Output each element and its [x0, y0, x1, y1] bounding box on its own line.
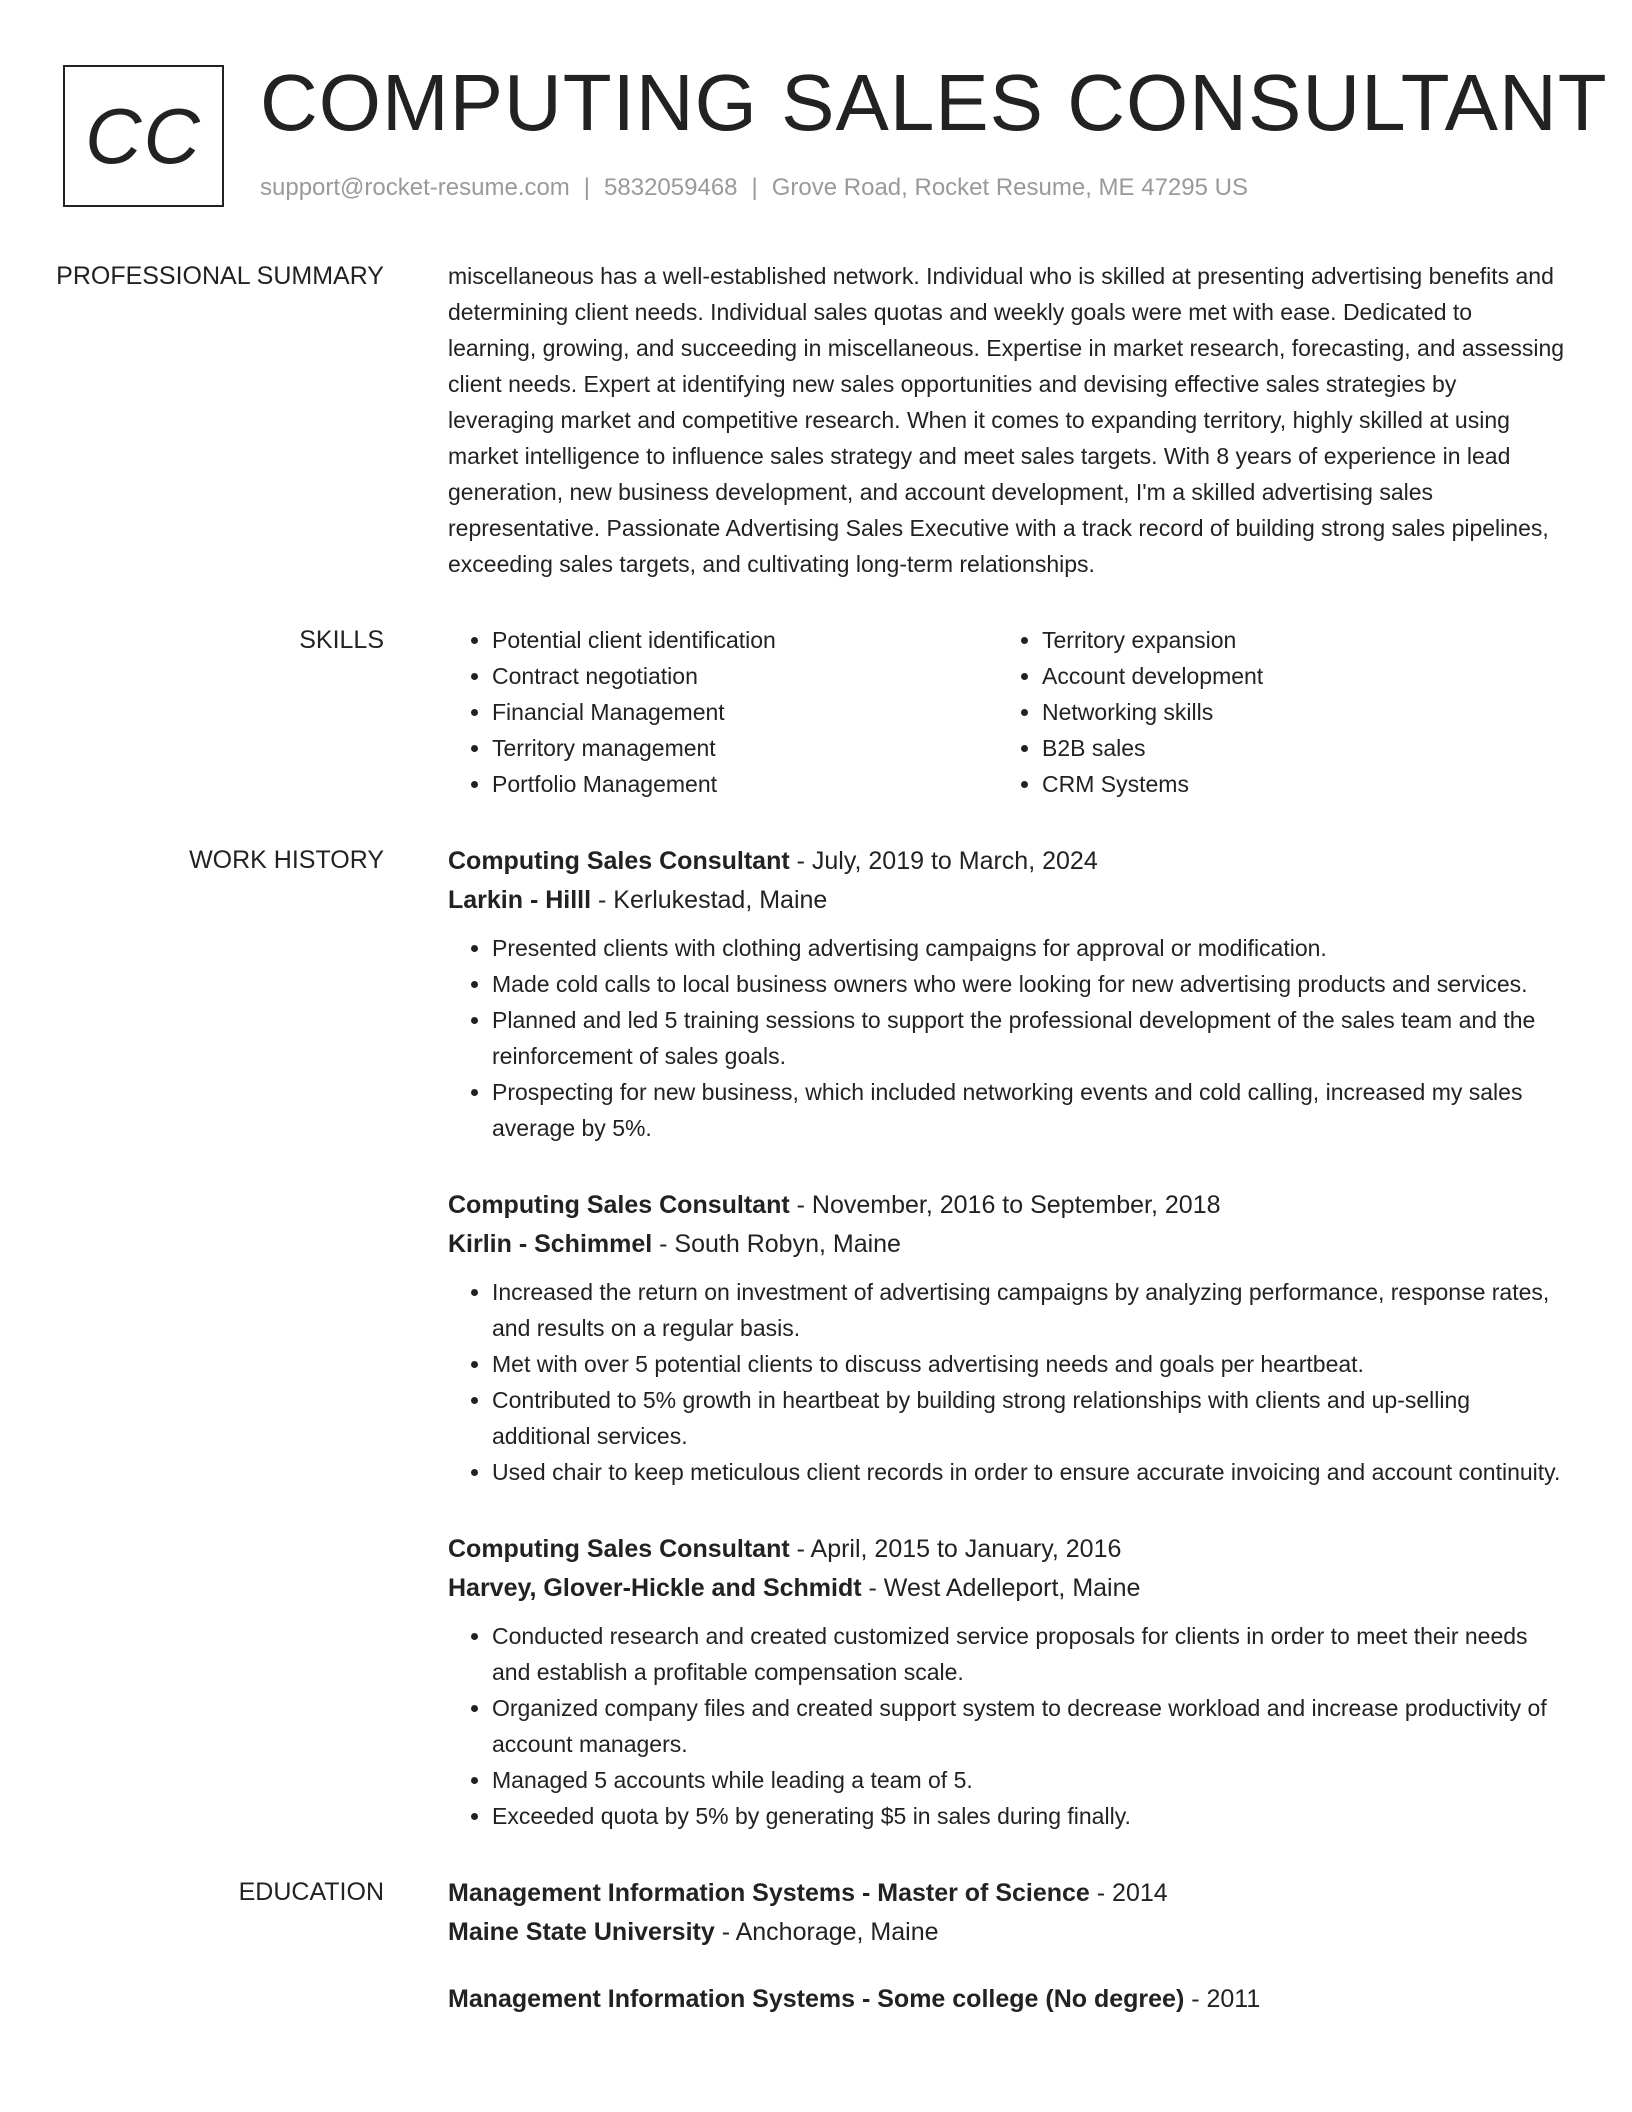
skill-item: • Portfolio Management	[492, 766, 998, 802]
education-year: - 2014	[1089, 1879, 1168, 1907]
skill-item: • Account development	[1042, 658, 1548, 694]
contact-address: Grove Road, Rocket Resume, ME 47295 US	[771, 174, 1248, 201]
contact-separator: |	[751, 174, 758, 201]
job-bullet: • Conducted research and created customized service proposals for clients in order to meet their needs and establish a profitable compensation scale.	[492, 1618, 1566, 1690]
job-location: - Kerlukestad, Maine	[591, 886, 828, 914]
job-title: Computing Sales Consultant	[448, 1535, 790, 1563]
job-company: Harvey, Glover-Hickle and Schmidt	[448, 1574, 862, 1602]
summary-body	[416, 258, 1566, 582]
job-bullet: • Used chair to keep meticulous client records in order to ensure accurate invoicing and account continuity.	[492, 1454, 1566, 1490]
job-bullet: • Contributed to 5% growth in heartbeat by building strong relationships with clients and up-selling additional services.	[492, 1382, 1566, 1454]
resume-sections	[0, 258, 1632, 2087]
skills-list-right	[998, 622, 1548, 802]
job-title-line	[448, 842, 1566, 881]
job-bullet: • Prospecting for new business, which included networking events and cold calling, increased my sales average by 5%.	[492, 1074, 1566, 1146]
section-label-work: WORK HISTORY	[189, 846, 384, 874]
job-dates: - April, 2015 to January, 2016	[789, 1535, 1122, 1563]
job-entry	[448, 1186, 1566, 1490]
summary-section	[0, 258, 1632, 582]
job-bullet: • Organized company files and created support system to decrease workload and increase productivity of account managers.	[492, 1690, 1566, 1762]
job-bullet: • Planned and led 5 training sessions to support the professional development of the sales team and the reinforcement of sales goals.	[492, 1002, 1566, 1074]
job-entry	[448, 842, 1566, 1146]
skills-list-left	[448, 622, 998, 802]
skill-item: • Territory management	[492, 730, 998, 766]
job-company-line	[448, 1225, 1566, 1264]
job-dates: - November, 2016 to September, 2018	[789, 1191, 1221, 1219]
education-degree: Management Information Systems - Some college (No degree)	[448, 1985, 1185, 2013]
work-section	[0, 842, 1632, 1834]
skills-section	[0, 622, 1632, 802]
contact-line	[260, 174, 1248, 202]
education-location: - Anchorage, Maine	[714, 1918, 939, 1946]
job-title: Computing Sales Consultant	[448, 847, 790, 875]
job-location: - West Adelleport, Maine	[861, 1574, 1141, 1602]
job-company-line	[448, 881, 1566, 920]
job-bullet: • Managed 5 accounts while leading a team of 5.	[492, 1762, 1566, 1798]
contact-separator: |	[583, 174, 591, 201]
job-company: Kirlin - Schimmel	[448, 1230, 653, 1258]
education-section	[0, 1874, 1632, 2047]
education-degree-line	[448, 1874, 1566, 1913]
education-degree-line	[448, 1980, 1566, 2019]
job-company: Larkin - Hilll	[448, 886, 592, 914]
education-school: Maine State University	[448, 1918, 715, 1946]
job-company-line	[448, 1569, 1566, 1608]
job-bullet: • Met with over 5 potential clients to discuss advertising needs and goals per heartbeat.	[492, 1346, 1566, 1382]
section-label-summary: PROFESSIONAL SUMMARY	[56, 262, 384, 290]
job-bullet: • Presented clients with clothing advertising campaigns for approval or modification.	[492, 930, 1566, 966]
skill-item: • CRM Systems	[1042, 766, 1548, 802]
monogram-logo: CC	[63, 65, 224, 207]
summary-text: miscellaneous has a well-established network. Individual who is skilled at presenting advertising benefits and determining client needs. Individual sales quotas and weekly goals were met with ease. Dedicated to learning, growing, and succeeding in miscellaneous. Expertise in market research, forecasting, and assessing client needs. Expert at identifying new sales opportunities and devising effective sales strategies by leveraging market and competitive research. When it comes to expanding territory, highly skilled at using market intelligence to influence sales strategy and meet sales targets. With 8 years of experience in lead generation, new business development, and account development, I'm a skilled advertising sales representative. Passionate Advertising Sales Executive with a track record of building strong sales pipelines, exceeding sales targets, and cultivating long-term relationships.	[448, 263, 1565, 577]
job-bullets	[448, 1274, 1566, 1490]
job-bullet: • Increased the return on investment of advertising campaigns by analyzing performance, response rates, and results on a regular basis.	[492, 1274, 1566, 1346]
job-entry	[448, 1530, 1566, 1834]
education-entry	[448, 1980, 1566, 2019]
skill-item: • Networking skills	[1042, 694, 1548, 730]
skill-item: • Territory expansion	[1042, 622, 1548, 658]
job-title-line	[448, 1186, 1566, 1225]
education-year: - 2011	[1184, 1985, 1261, 2013]
skills-body	[416, 622, 1566, 802]
skill-item: • Potential client identification	[492, 622, 998, 658]
job-location: - South Robyn, Maine	[652, 1230, 901, 1258]
job-title: Computing Sales Consultant	[448, 1191, 790, 1219]
job-bullets	[448, 930, 1566, 1146]
skill-item: • B2B sales	[1042, 730, 1548, 766]
contact-phone: 5832059468	[604, 174, 738, 201]
education-school-line	[448, 1913, 1566, 1952]
skills-grid	[448, 622, 1566, 802]
section-label-skills: SKILLS	[299, 626, 384, 654]
contact-email: support@rocket-resume.com	[260, 174, 570, 201]
education-degree: Management Information Systems - Master of Science	[448, 1879, 1090, 1907]
job-bullet: • Exceeded quota by 5% by generating $5 in sales during finally.	[492, 1798, 1566, 1834]
job-bullet: • Made cold calls to local business owners who were looking for new advertising products and services.	[492, 966, 1566, 1002]
skill-item: • Financial Management	[492, 694, 998, 730]
section-label-education: EDUCATION	[238, 1878, 384, 1906]
education-entry	[448, 1874, 1566, 1952]
candidate-name: COMPUTING SALES CONSULTANT	[260, 58, 1608, 147]
job-dates: - July, 2019 to March, 2024	[789, 847, 1098, 875]
work-body	[416, 842, 1566, 1834]
job-bullets	[448, 1618, 1566, 1834]
job-title-line	[448, 1530, 1566, 1569]
skill-item: • Contract negotiation	[492, 658, 998, 694]
education-body	[416, 1874, 1566, 2047]
